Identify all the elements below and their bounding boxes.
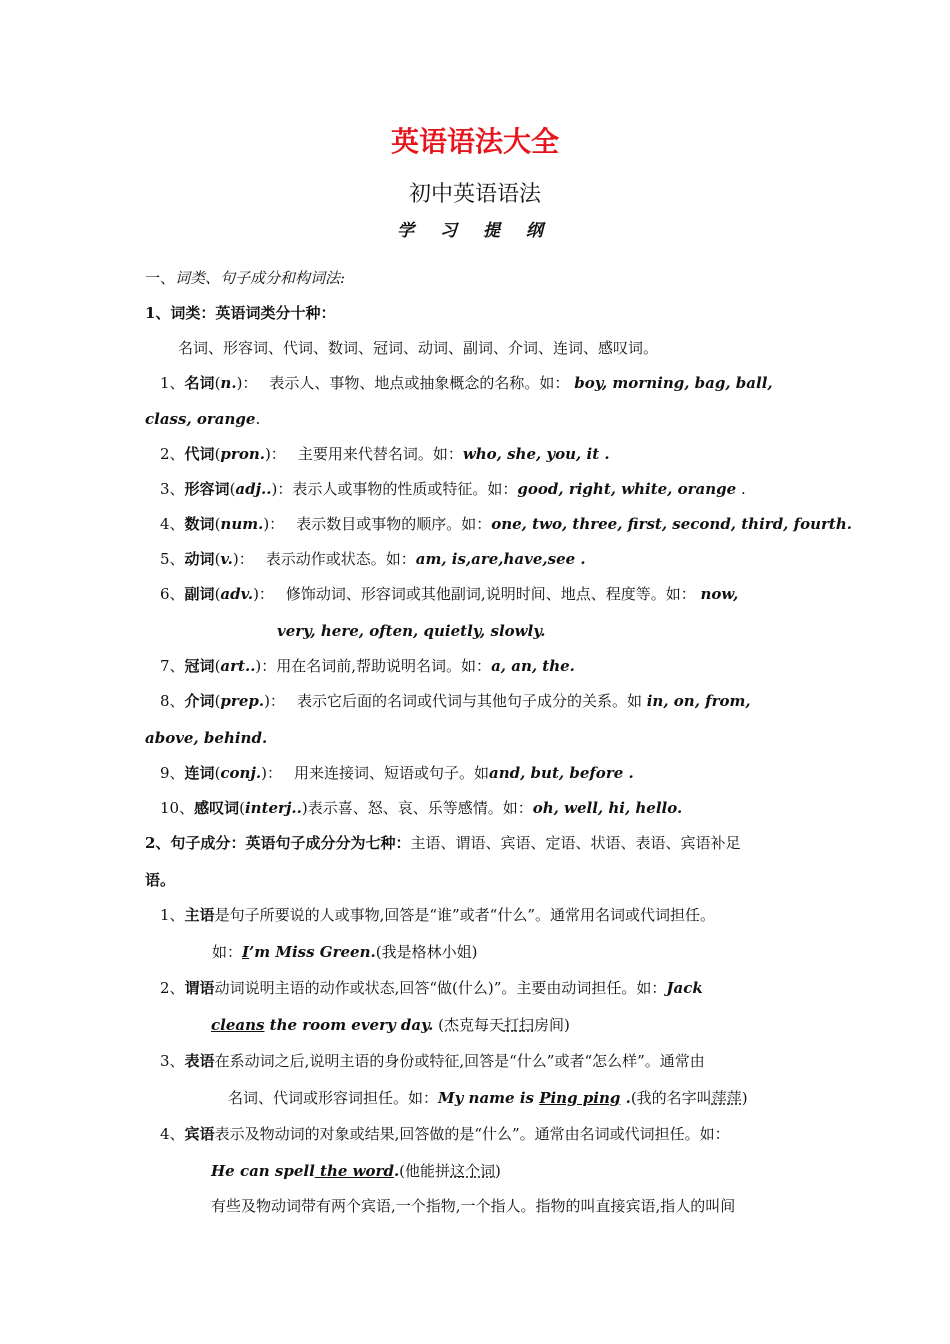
part1-heading: 1、词类：英语词类分十种： [145,304,336,322]
example-translation-underlined: 这个词 [450,1162,496,1180]
pos-name: 连词 [184,764,215,782]
pos-example-cont: very, here, often, quietly, slowly. [277,622,546,640]
part2-heading-rest: 主语、谓语、宾语、定语、状语、表语、宾语补足 [410,834,741,852]
example-translation-end: ) [741,1089,748,1107]
example-translation-end: ) [495,1162,501,1180]
pos-name: 副词 [184,585,215,603]
pos-desc: 表示喜、怒、哀、乐等感情。如： [307,799,533,817]
pos-name: 名词 [184,374,215,392]
pos-abbr: adj.. [235,480,272,498]
example-translation: (我的名字叫 [630,1089,712,1107]
example-text: My name is [438,1089,540,1107]
example-text-end: . [620,1089,631,1107]
comp-num: 4、 [160,1125,185,1143]
pos-item-adverb: 6、副词(adv.)： 修饰动词、形容词或其他副词,说明时间、地点、程度等。如： now, [160,585,739,603]
example-text: Jack [666,979,703,997]
example-underlined: the word [314,1162,394,1180]
pos-abbr: art.. [220,657,256,675]
comp-desc: 是句子所要说的人或事物,回答是“谁”或者“什么”。通常用名词或代词担任。 [214,906,716,924]
doc-heading: 学 习 提 纲 [397,221,553,241]
part2-heading [145,833,740,853]
comp-predicate-example [211,1015,570,1035]
pos-example: in, on, from, [646,692,751,710]
example-underlined: Ping ping [539,1089,621,1107]
pos-item-verb: 5、动词(v.)： 表示动作或状态。如：am, is,are,have,see . [160,550,586,568]
pos-desc: 用在名词前,帮助说明名词。如： [276,657,492,675]
comp-predicative-cont [228,1088,748,1108]
pos-example: good, right, white, orange [517,480,737,498]
part2-heading-cont: 语。 [145,871,176,889]
section1-title: 词类、句子成分和构词法: [175,269,346,287]
pos-num: 5、 [160,550,185,568]
pos-num: 8、 [160,692,185,710]
comp-desc: 在系动词之后,说明主语的身份或特征,回答是“什么”或者“怎么样”。通常由 [214,1052,705,1070]
pos-num: 3、 [160,480,185,498]
part2-heading-bold: 2、句子成分：英语句子成分分为七种： [145,834,411,852]
pos-example: now, [700,585,739,603]
pos-desc: 表示数目或事物的顺序。如： [296,515,492,533]
pos-example: a, an, the. [491,657,575,675]
pos-desc: 表示它后面的名词或代词与其他句子成分的关系。如 [296,692,642,710]
pos-num: 9、 [160,764,185,782]
pos-item-conjunction: 9、连词(conj.)： 用来连接词、短语或句子。如and, but, before . [160,764,634,782]
pos-example: one, two, three, first, second, third, fourth. [491,515,852,533]
example-text: the room every day. [264,1016,434,1034]
comp-name: 主语 [184,906,215,924]
pos-item-preposition-cont [145,728,267,748]
example-translation-underlined: 打扫 [503,1016,534,1034]
pos-item-noun: 1、名词(n.)： 表示人、事物、地点或抽象概念的名称。如： boy, morning, bag, ball, [160,374,773,392]
comp-num: 3、 [160,1052,185,1070]
example-text: ’m Miss Green. [249,943,376,961]
pos-num: 6、 [160,585,185,603]
pos-abbr: n. [220,374,237,392]
comp-name: 谓语 [184,979,215,997]
pos-num: 1、 [160,374,185,392]
pos-abbr: adv. [220,585,254,603]
comp-desc: 动词说明主语的动作或状态,回答“做(什么)”。主要由动词担任。如： [214,979,667,997]
part1-list: 名词、形容词、代词、数词、冠词、动词、副词、介词、连词、感叹词。 [178,339,659,357]
pos-example: and, but, before . [489,764,634,782]
comp-subject [160,905,715,925]
pos-item-adjective: 3、形容词(adj..)：表示人或事物的性质或特征。如：good, right, white, orange . [160,480,746,498]
comp-predicate [160,978,703,998]
example-translation: (他能拼 [399,1162,451,1180]
pos-desc: 表示人或事物的性质或特征。如： [292,480,518,498]
doc-subtitle: 初中英语语法 [408,182,541,207]
pos-name: 代词 [184,445,215,463]
pos-abbr: prep. [220,692,265,710]
comp-desc-cont: 名词、代词或形容词担任。如： [228,1089,439,1107]
example-translation-underlined: 萍萍 [711,1089,742,1107]
comp-name: 表语 [184,1052,215,1070]
pos-num: 10、 [160,799,195,817]
pos-num: 4、 [160,515,185,533]
example-text-end: . [393,1162,400,1180]
pos-abbr: v. [220,550,233,568]
example-prefix: 如： [212,943,243,961]
pos-desc: 主要用来代替名词。如： [297,445,463,463]
pos-example-cont: class, orange [145,410,256,428]
pos-name: 感叹词 [194,799,240,817]
pos-item-interjection: 10、感叹词(interj..)表示喜、怒、哀、乐等感情。如：oh, well, hi, hello. [160,799,683,817]
comp-num: 1、 [160,906,185,924]
example-translation-end: 房间) [534,1016,570,1034]
example-text: He can spell [211,1162,315,1180]
pos-desc: 表示动作或状态。如： [265,550,416,568]
pos-name: 数词 [184,515,215,533]
pos-desc: 修饰动词、形容词或其他副词,说明时间、地点、程度等。如： [285,585,696,603]
pos-abbr: conj. [220,764,262,782]
pos-name: 动词 [184,550,215,568]
pos-item-preposition: 8、介词(prep.)： 表示它后面的名词或代词与其他句子成分的关系。如 in, on, from, [160,692,751,710]
pos-example: who, she, you, it . [462,445,610,463]
pos-abbr: interj.. [244,799,302,817]
comp-name: 宾语 [184,1125,215,1143]
pos-item-article: 7、冠词(art..)：用在名词前,帮助说明名词。如：a, an, the. [160,657,575,675]
example-underlined: cleans [211,1016,265,1034]
comp-object [160,1124,730,1144]
pos-item-adverb-cont [277,621,545,641]
pos-abbr: num. [220,515,264,533]
pos-desc: 表示人、事物、地点或抽象概念的名称。如： [269,374,570,392]
example-underlined: I [242,943,250,961]
pos-name: 形容词 [184,480,230,498]
pos-example: am, is,are,have,see . [415,550,586,568]
pos-name: 介词 [184,692,215,710]
pos-item-numeral: 4、数词(num.)： 表示数目或事物的顺序。如：one, two, three, first, second, third, fourth. [160,515,852,533]
pos-num: 2、 [160,445,185,463]
comp-num: 2、 [160,979,185,997]
pos-item-pronoun: 2、代词(pron.)： 主要用来代替名词。如：who, she, you, it . [160,445,610,463]
pos-item-noun-cont: class, orange. [145,410,261,428]
comp-desc: 表示及物动词的对象或结果,回答做的是“什么”。通常由名词或代词担任。如： [214,1125,730,1143]
comp-predicative [160,1051,705,1071]
pos-abbr: pron. [220,445,265,463]
pos-name: 冠词 [184,657,215,675]
comp-object-note: 有些及物动词带有两个宾语,一个指物,一个指人。指物的叫直接宾语,指人的叫间 [211,1197,736,1215]
pos-example: boy, morning, bag, ball, [574,374,773,392]
doc-title: 英语语法大全 [390,125,559,158]
pos-desc: 用来连接词、短语或句子。如 [293,764,489,782]
comp-object-example [211,1161,501,1181]
example-translation: (杰克每天 [433,1016,504,1034]
pos-example-cont: above, behind. [145,729,268,747]
pos-example: oh, well, hi, hello. [532,799,683,817]
section1-label: 一、 [145,269,176,287]
pos-num: 7、 [160,657,185,675]
example-translation: (我是格林小姐) [375,943,478,961]
comp-subject-example [212,942,477,962]
section1-heading [145,268,345,288]
